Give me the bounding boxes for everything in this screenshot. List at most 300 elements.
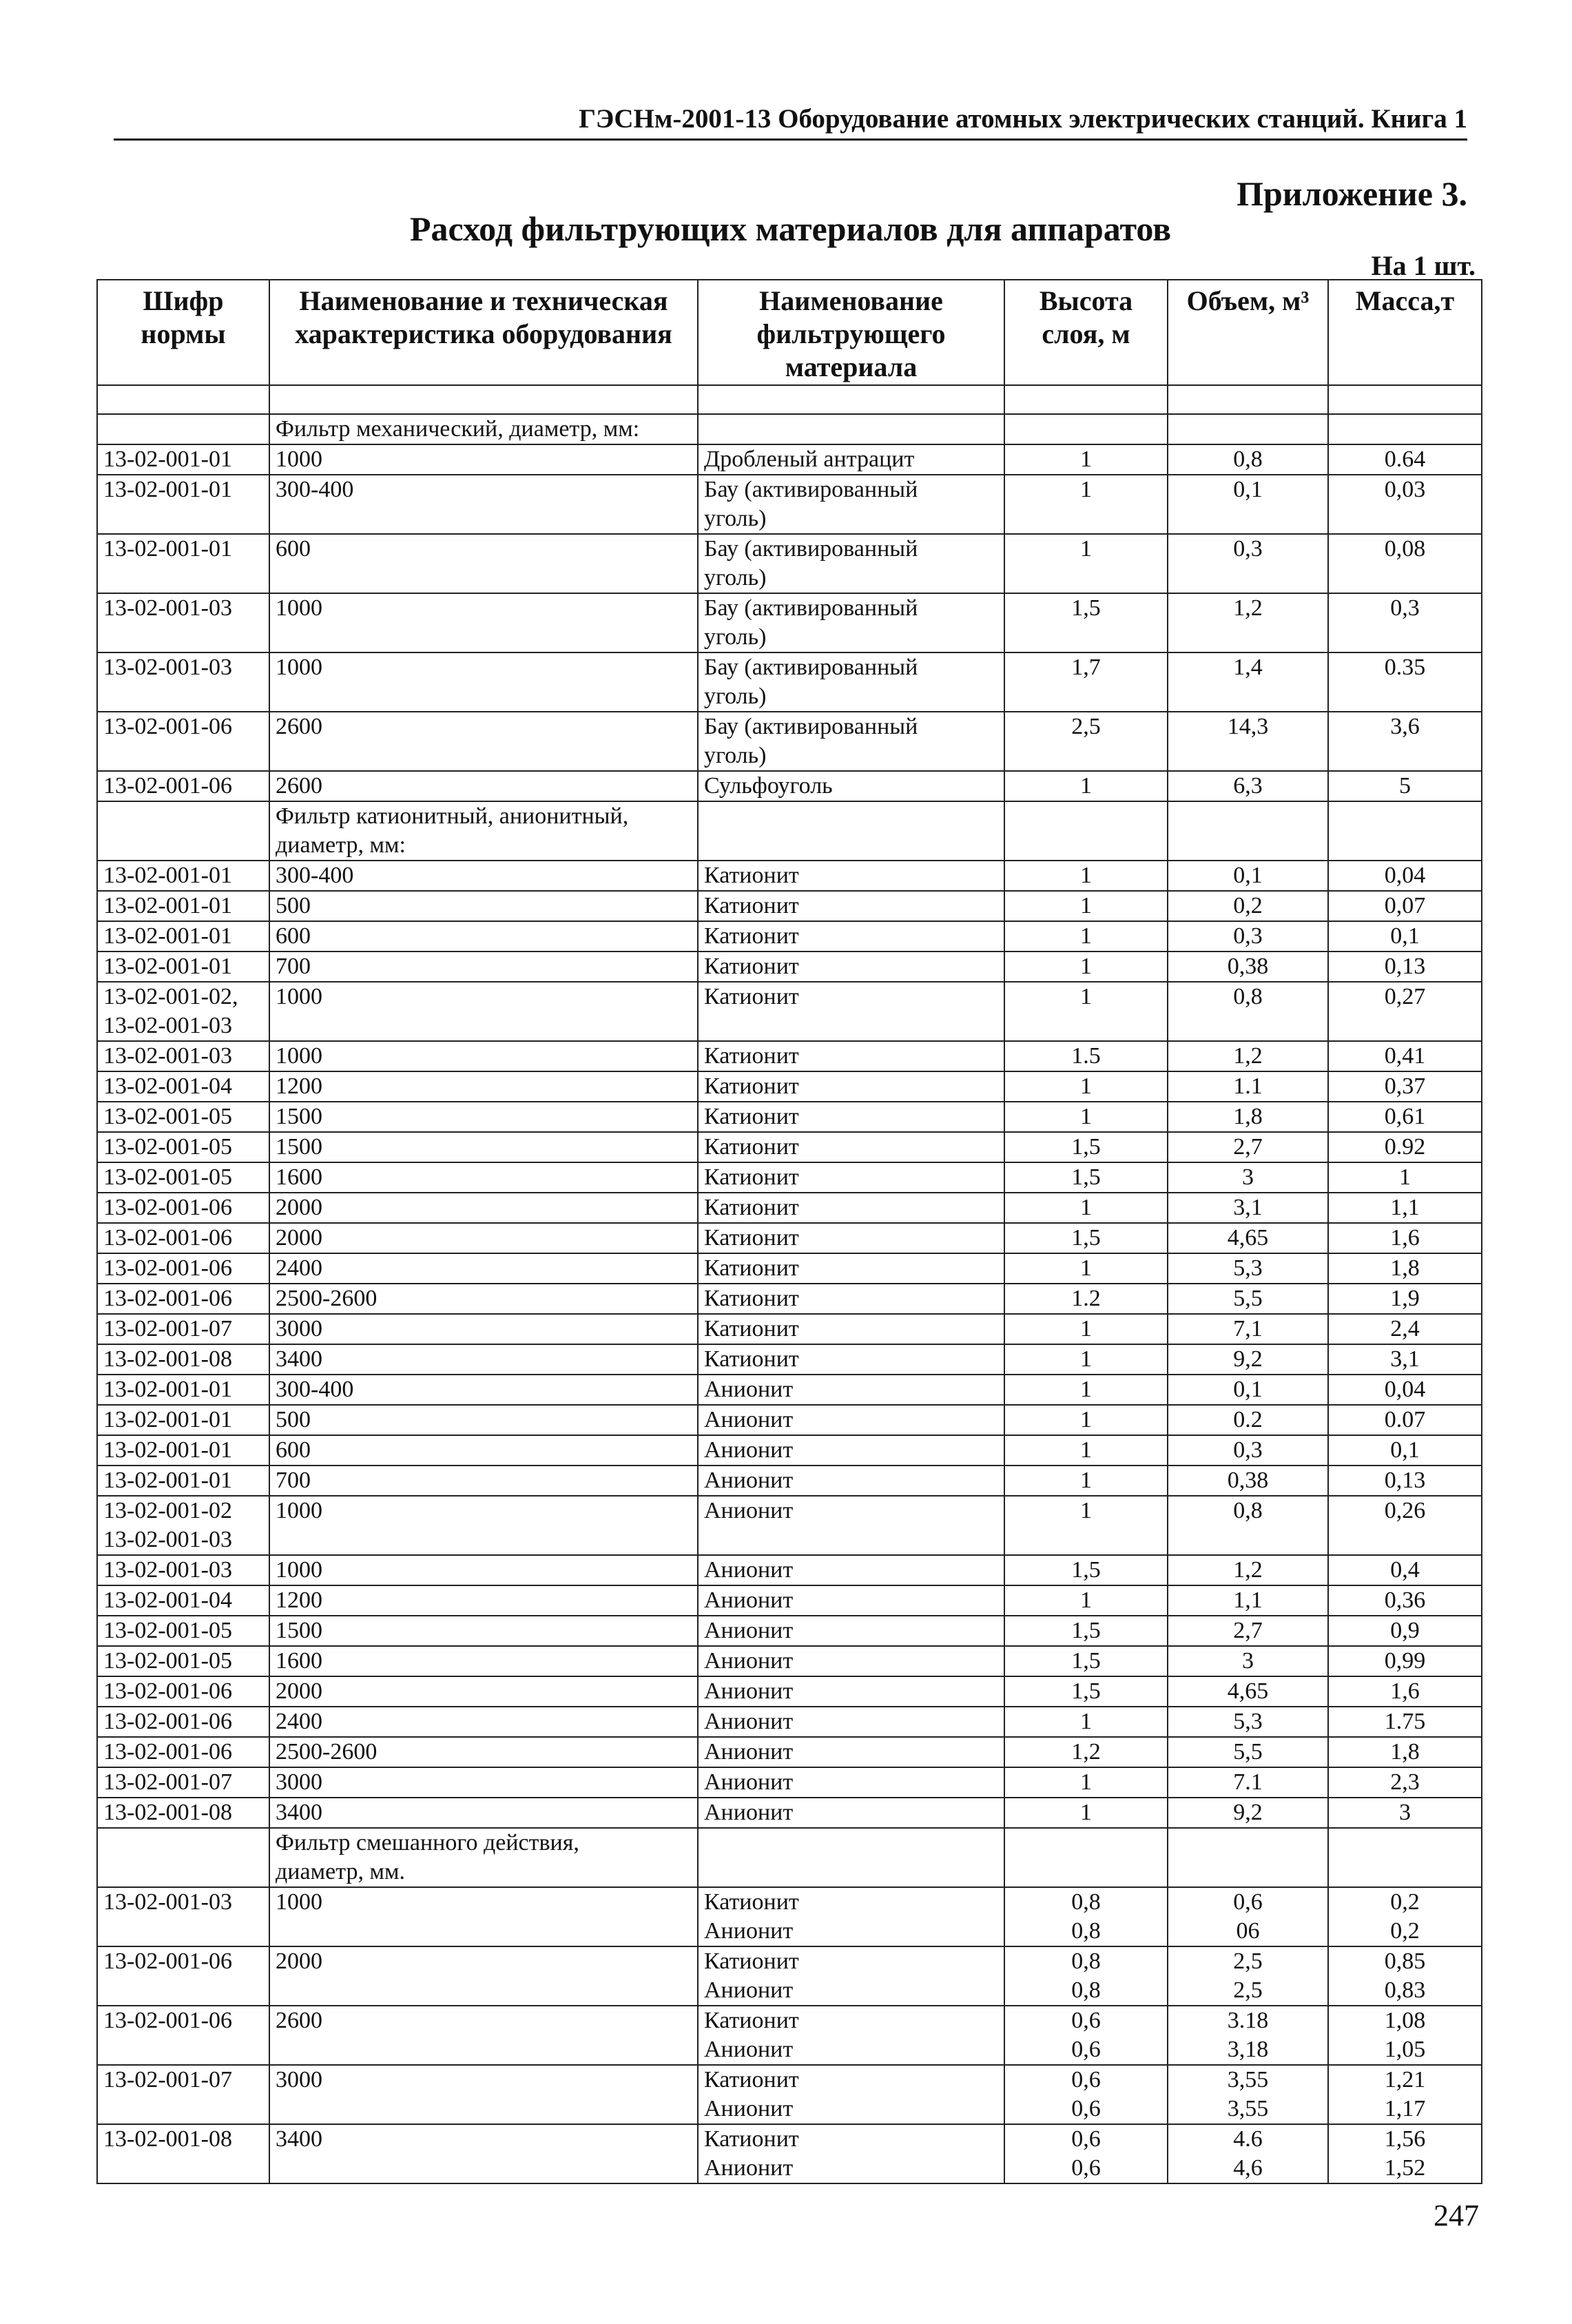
table-row — [97, 1496, 1482, 1555]
column-header-mass: Масса,т — [1328, 280, 1482, 385]
cell-height-line: 1,5 — [1071, 1164, 1101, 1190]
table-row — [97, 921, 1482, 952]
cell-code — [97, 1646, 269, 1676]
cell-equipment-line: 1000 — [276, 1498, 322, 1523]
cell-equipment — [269, 771, 698, 801]
table-row — [97, 1344, 1482, 1375]
cell-height — [1004, 1616, 1168, 1646]
cell-volume-line: 2,5 — [1233, 1977, 1263, 2003]
cell-volume-line: 14,3 — [1227, 714, 1269, 739]
cell-volume-line: 7.1 — [1233, 1769, 1263, 1795]
cell-volume — [1168, 1162, 1328, 1193]
cell-height — [1004, 1767, 1168, 1798]
cell-height — [1004, 2065, 1168, 2124]
cell-mass — [1328, 534, 1482, 593]
cell-material — [698, 1102, 1004, 1132]
cell-height — [1004, 1071, 1168, 1102]
cell-volume — [1168, 1707, 1328, 1737]
cell-material — [698, 891, 1004, 921]
cell-material-line: Катионит — [704, 1225, 799, 1251]
cell-code-line: 13-02-001-08 — [103, 2126, 232, 2152]
table-row — [97, 891, 1482, 921]
cell-volume — [1168, 861, 1328, 891]
cell-height — [1004, 1314, 1168, 1344]
cell-mass — [1328, 475, 1482, 534]
cell-code-line: 13-02-001-03 — [103, 1013, 232, 1038]
cell-code — [97, 1616, 269, 1646]
cell-mass — [1328, 1676, 1482, 1707]
cell-volume-line: 3,55 — [1227, 2067, 1269, 2092]
cell-equipment-line: 2600 — [276, 714, 322, 739]
cell-material — [698, 534, 1004, 593]
table-row — [97, 1887, 1482, 1946]
cell-volume-line: 4,6 — [1233, 2155, 1263, 2181]
cell-height-line: 1 — [1080, 1437, 1092, 1463]
cell-material — [698, 2065, 1004, 2124]
cell-equipment — [269, 1887, 698, 1946]
cell-code-line: 13-02-001-02, — [103, 984, 238, 1009]
cell-volume-line: 5,5 — [1233, 1286, 1263, 1311]
cell-volume-line: 0.2 — [1233, 1407, 1263, 1432]
cell-mass-line: 1,6 — [1390, 1678, 1420, 1704]
table-row — [97, 1405, 1482, 1435]
cell-material-line: Бау (активированный — [704, 477, 918, 502]
cell-mass — [1328, 2065, 1482, 2124]
cell-volume — [1168, 1555, 1328, 1585]
cell-height — [1004, 1162, 1168, 1193]
cell-mass-line: 1.75 — [1384, 1709, 1426, 1734]
cell-mass — [1328, 952, 1482, 982]
cell-material-line: Бау (активированный — [704, 595, 918, 621]
cell-height-line: 1,5 — [1071, 1678, 1101, 1704]
cell-equipment-line: 1000 — [276, 655, 322, 680]
cell-height — [1004, 952, 1168, 982]
cell-volume-line: 1,4 — [1233, 655, 1263, 680]
cell-volume-line: 0,8 — [1233, 446, 1263, 472]
cell-material-line: Катионит — [704, 1195, 799, 1220]
table-row — [97, 1585, 1482, 1616]
cell-code-line: 13-02-001-03 — [103, 1557, 232, 1583]
cell-height-line: 1 — [1080, 923, 1092, 949]
cell-height-line: 1 — [1080, 954, 1092, 979]
cell-equipment — [269, 1616, 698, 1646]
cell-mass — [1328, 2124, 1482, 2183]
cell-height-line: 0,6 — [1071, 2126, 1101, 2152]
table-spacer-row — [97, 385, 1482, 414]
cell-code — [97, 1555, 269, 1585]
cell-equipment — [269, 1767, 698, 1798]
cell-material-line: Катионит — [704, 1948, 799, 1974]
cell-volume-line: 4,65 — [1227, 1678, 1269, 1704]
cell-mass — [1328, 891, 1482, 921]
unit-label: На 1 шт. — [1371, 250, 1476, 281]
cell-code-line: 13-02-001-05 — [103, 1104, 232, 1129]
cell-equipment — [269, 952, 698, 982]
cell-mass — [1328, 771, 1482, 801]
cell-mass — [1328, 1314, 1482, 1344]
table-section-row — [97, 1828, 1482, 1887]
cell-code-line: 13-02-001-05 — [103, 1134, 232, 1160]
cell-material — [698, 1887, 1004, 1946]
cell-mass — [1328, 921, 1482, 952]
cell-height — [1004, 1223, 1168, 1253]
cell-mass-line: 0,4 — [1390, 1557, 1420, 1583]
cell-equipment-line: 1200 — [276, 1587, 322, 1613]
cell-volume — [1168, 1585, 1328, 1616]
cell-code-line: 13-02-001-06 — [103, 1948, 232, 1974]
cell-equipment-line: 3000 — [276, 2067, 322, 2092]
cell-material-line: Бау (активированный — [704, 536, 918, 562]
cell-material — [698, 1344, 1004, 1375]
cell-code-line: 13-02-001-01 — [103, 1407, 232, 1432]
cell-height — [1004, 1435, 1168, 1466]
cell-material-line: уголь) — [704, 683, 767, 709]
table-row — [97, 1375, 1482, 1405]
cell-mass — [1328, 861, 1482, 891]
cell-equipment — [269, 1223, 698, 1253]
cell-code — [97, 1041, 269, 1071]
cell-equipment-line: 600 — [276, 536, 311, 562]
cell-code-line: 13-02-001-05 — [103, 1618, 232, 1643]
cell-volume-line: 0,8 — [1233, 984, 1263, 1009]
cell-height — [1004, 444, 1168, 475]
cell-volume-line: 3,55 — [1227, 2096, 1269, 2121]
cell-volume-line: 1,8 — [1233, 1104, 1263, 1129]
cell-equipment — [269, 444, 698, 475]
cell-height — [1004, 534, 1168, 593]
cell-volume-line: 06 — [1236, 1918, 1260, 1944]
cell-volume — [1168, 1737, 1328, 1767]
cell-equipment — [269, 921, 698, 952]
cell-equipment — [269, 1253, 698, 1284]
cell-mass-line: 0,04 — [1384, 1377, 1426, 1402]
cell-material-line: уголь) — [704, 565, 767, 590]
cell-height-line: 1 — [1080, 893, 1092, 918]
table-row — [97, 1102, 1482, 1132]
page-number: 247 — [1434, 2199, 1479, 2232]
cell-code-line: 13-02-001-06 — [103, 1255, 232, 1281]
cell-equipment — [269, 1162, 698, 1193]
cell-code-line: 13-02-001-03 — [103, 1043, 232, 1069]
table-body — [97, 385, 1482, 2183]
cell-material-line: Катионит — [704, 2067, 799, 2092]
cell-code — [97, 593, 269, 652]
cell-volume — [1168, 444, 1328, 475]
cell-mass — [1328, 1798, 1482, 1828]
table-row — [97, 771, 1482, 801]
cell-mass — [1328, 593, 1482, 652]
cell-height-line: 1 — [1080, 536, 1092, 562]
cell-code — [97, 2006, 269, 2065]
cell-height-line: 1,5 — [1071, 1557, 1101, 1583]
cell-volume — [1168, 1646, 1328, 1676]
cell-material — [698, 1435, 1004, 1466]
cell-code — [97, 1676, 269, 1707]
cell-volume — [1168, 1314, 1328, 1344]
cell-volume-line: 1,2 — [1233, 1043, 1263, 1069]
cell-volume — [1168, 1405, 1328, 1435]
cell-code — [97, 952, 269, 982]
cell-material-line: Катионит — [704, 1346, 799, 1372]
cell-mass-line: 0,41 — [1384, 1043, 1426, 1069]
cell-mass — [1328, 982, 1482, 1041]
cell-volume-line: 3 — [1242, 1164, 1254, 1190]
cell-code — [97, 444, 269, 475]
cell-material — [698, 1132, 1004, 1162]
cell-volume-line: 1.1 — [1233, 1073, 1263, 1099]
cell-material-line: Анионит — [704, 1498, 794, 1523]
cell-volume — [1168, 2124, 1328, 2183]
cell-height — [1004, 801, 1168, 861]
cell-mass-line: 1,9 — [1390, 1286, 1420, 1311]
table-row — [97, 1071, 1482, 1102]
table-row — [97, 475, 1482, 534]
cell-material — [698, 1828, 1004, 1887]
cell-mass — [1328, 1646, 1482, 1676]
cell-mass-line: 2,4 — [1390, 1316, 1420, 1341]
cell-volume — [1168, 2006, 1328, 2065]
cell-equipment — [269, 1405, 698, 1435]
cell-height-line: 0,6 — [1071, 2096, 1101, 2121]
cell-mass — [1328, 1071, 1482, 1102]
cell-equipment — [269, 1707, 698, 1737]
cell-height — [1004, 712, 1168, 771]
cell-height-line: 1 — [1080, 1255, 1092, 1281]
cell-mass-line: 0,85 — [1384, 1948, 1426, 1974]
cell-code — [97, 2124, 269, 2183]
table-row — [97, 952, 1482, 982]
cell-mass-line: 0,99 — [1384, 1648, 1426, 1674]
cell-height — [1004, 1284, 1168, 1314]
cell-material — [698, 1223, 1004, 1253]
table-section-row — [97, 414, 1482, 444]
cell-height — [1004, 1344, 1168, 1375]
cell-mass-line: 0,04 — [1384, 863, 1426, 888]
cell-code-line: 13-02-001-03 — [103, 595, 232, 621]
cell-material-line: Анионит — [704, 1709, 794, 1734]
cell-equipment-line: 700 — [276, 1468, 311, 1493]
cell-equipment-line: Фильтр катионитный, анионитный, — [276, 803, 629, 829]
cell-height-line: 1 — [1080, 1104, 1092, 1129]
cell-equipment-line: 500 — [276, 893, 311, 918]
cell-volume-line: 0,1 — [1233, 863, 1263, 888]
cell-mass-line: 1,6 — [1390, 1225, 1420, 1251]
cell-mass — [1328, 444, 1482, 475]
cell-volume — [1168, 475, 1328, 534]
cell-code-line: 13-02-001-01 — [103, 893, 232, 918]
cell-height-line: 1 — [1080, 1468, 1092, 1493]
cell-volume-line: 0,3 — [1233, 923, 1263, 949]
cell-code-line: 13-02-001-01 — [103, 863, 232, 888]
cell-material-line: Анионит — [704, 2155, 794, 2181]
cell-code-line: 13-02-001-06 — [103, 1195, 232, 1220]
cell-equipment-line: 1000 — [276, 1889, 322, 1915]
cell-mass — [1328, 1193, 1482, 1223]
cell-mass-line: 0.35 — [1384, 655, 1426, 680]
cell-code-line: 13-02-001-06 — [103, 1678, 232, 1704]
cell-height-line: 1,7 — [1071, 655, 1101, 680]
cell-material-line: Катионит — [704, 923, 799, 949]
cell-mass-line: 1 — [1399, 1164, 1411, 1190]
cell-equipment — [269, 1676, 698, 1707]
cell-mass — [1328, 1041, 1482, 1071]
cell-equipment-line: 1500 — [276, 1618, 322, 1643]
cell-volume — [1168, 534, 1328, 593]
cell-height — [1004, 1646, 1168, 1676]
cell-height-line: 0,6 — [1071, 2037, 1101, 2062]
cell-material-line: Катионит — [704, 893, 799, 918]
cell-height-line: 1,5 — [1071, 595, 1101, 621]
cell-height — [1004, 891, 1168, 921]
table-row — [97, 2124, 1482, 2183]
cell-height — [1004, 1193, 1168, 1223]
cell-equipment-line: 2500-2600 — [276, 1286, 378, 1311]
cell-height-line: 1 — [1080, 1587, 1092, 1613]
cell-equipment — [269, 1946, 698, 2006]
cell-mass-line: 1,52 — [1384, 2155, 1426, 2181]
cell-mass — [1328, 1375, 1482, 1405]
cell-code — [97, 1071, 269, 1102]
cell-volume — [1168, 1344, 1328, 1375]
cell-height-line: 0,8 — [1071, 1918, 1101, 1944]
cell-code — [97, 1162, 269, 1193]
cell-mass — [1328, 1828, 1482, 1887]
cell-equipment — [269, 1132, 698, 1162]
cell-volume — [1168, 952, 1328, 982]
cell-code — [97, 1798, 269, 1828]
cell-height — [1004, 1555, 1168, 1585]
cell-code-line: 13-02-001-06 — [103, 773, 232, 799]
cell-volume — [1168, 414, 1328, 444]
cell-volume — [1168, 1132, 1328, 1162]
cell-height-line: 0,6 — [1071, 2155, 1101, 2181]
cell-volume — [1168, 921, 1328, 952]
table-row — [97, 1946, 1482, 2006]
cell-mass — [1328, 652, 1482, 712]
cell-material — [698, 414, 1004, 444]
cell-code — [97, 1707, 269, 1737]
cell-height-line: 1.5 — [1071, 1043, 1101, 1069]
cell-volume — [1168, 1435, 1328, 1466]
column-header-volume: Объем, м³ — [1168, 280, 1328, 385]
cell-equipment-line: 1000 — [276, 1043, 322, 1069]
cell-mass-line: 0,26 — [1384, 1498, 1426, 1523]
cell-volume-line: 1,2 — [1233, 1557, 1263, 1583]
cell-code — [97, 921, 269, 952]
cell-material — [698, 1737, 1004, 1767]
cell-material-line: Анионит — [704, 1739, 794, 1765]
cell-equipment — [269, 534, 698, 593]
cell-equipment-line: 2400 — [276, 1255, 322, 1281]
cell-code — [97, 891, 269, 921]
cell-equipment — [269, 1496, 698, 1555]
cell-equipment — [269, 414, 698, 444]
cell-mass — [1328, 1344, 1482, 1375]
cell-volume — [1168, 1466, 1328, 1496]
cell-volume-line: 5,3 — [1233, 1255, 1263, 1281]
cell-height-line: 1 — [1080, 1709, 1092, 1734]
table-row — [97, 1284, 1482, 1314]
cell-mass — [1328, 1555, 1482, 1585]
cell-height-line: 1,5 — [1071, 1618, 1101, 1643]
cell-code — [97, 1767, 269, 1798]
table-row — [97, 1646, 1482, 1676]
cell-equipment-line: 3400 — [276, 1800, 322, 1825]
cell-height-line: 1 — [1080, 984, 1092, 1009]
cell-material — [698, 1284, 1004, 1314]
cell-volume-line: 9,2 — [1233, 1346, 1263, 1372]
cell-material — [698, 1466, 1004, 1496]
cell-volume — [1168, 712, 1328, 771]
cell-mass-line: 0,1 — [1390, 1437, 1420, 1463]
cell-material-line: Анионит — [704, 1468, 794, 1493]
cell-code-line: 13-02-001-07 — [103, 1316, 232, 1341]
cell-equipment-line: 1200 — [276, 1073, 322, 1099]
table-section-row — [97, 801, 1482, 861]
cell-material — [698, 921, 1004, 952]
cell-mass — [1328, 1946, 1482, 2006]
cell-code-line: 13-02-001-01 — [103, 1437, 232, 1463]
cell-height — [1004, 2124, 1168, 2183]
cell-height — [1004, 982, 1168, 1041]
cell-code — [97, 1466, 269, 1496]
cell-material-line: Анионит — [704, 1587, 794, 1613]
cell-code — [97, 1193, 269, 1223]
cell-material-line: Анионит — [704, 1377, 794, 1402]
cell-code — [97, 1737, 269, 1767]
column-header-height: Высота слоя, м — [1004, 280, 1168, 385]
cell-equipment-line: 1600 — [276, 1648, 322, 1674]
cell-equipment-line: 3000 — [276, 1769, 322, 1795]
table-row — [97, 444, 1482, 475]
cell-code-line: 13-02-001-06 — [103, 1709, 232, 1734]
cell-volume — [1168, 1767, 1328, 1798]
cell-material-line: Катионит — [704, 2008, 799, 2033]
cell-material-line: Катионит — [704, 2126, 799, 2152]
cell-code-line: 13-02-001-02 — [103, 1498, 232, 1523]
cell-volume-line: 0,3 — [1233, 1437, 1263, 1463]
cell-volume — [1168, 1828, 1328, 1887]
cell-volume-line: 0,8 — [1233, 1498, 1263, 1523]
cell-mass-line: 0,07 — [1384, 893, 1426, 918]
cell-mass — [1328, 1707, 1482, 1737]
cell-equipment — [269, 1798, 698, 1828]
cell-mass-line: 0,3 — [1390, 595, 1420, 621]
cell-code-line: 13-02-001-01 — [103, 1377, 232, 1402]
cell-volume-line: 0,1 — [1233, 477, 1263, 502]
cell-equipment-line: 300-400 — [276, 863, 354, 888]
cell-material-line: Анионит — [704, 1769, 794, 1795]
cell-code-line: 13-02-001-06 — [103, 714, 232, 739]
cell-height — [1004, 593, 1168, 652]
cell-mass-line: 3 — [1399, 1800, 1411, 1825]
cell-height — [1004, 1585, 1168, 1616]
appendix-label: Приложение 3. — [1237, 174, 1467, 213]
cell-material-line: Бау (активированный — [704, 714, 918, 739]
cell-volume-line: 0,1 — [1233, 1377, 1263, 1402]
cell-mass — [1328, 1405, 1482, 1435]
cell-material — [698, 1071, 1004, 1102]
cell-code-line: 13-02-001-08 — [103, 1800, 232, 1825]
cell-volume-line: 0,2 — [1233, 893, 1263, 918]
cell-material — [698, 712, 1004, 771]
cell-equipment-line: Фильтр смешанного действия, — [276, 1830, 579, 1855]
cell-height — [1004, 1496, 1168, 1555]
cell-mass-line: 1,05 — [1384, 2037, 1426, 2062]
cell-height — [1004, 1707, 1168, 1737]
cell-equipment — [269, 1314, 698, 1344]
cell-volume — [1168, 891, 1328, 921]
